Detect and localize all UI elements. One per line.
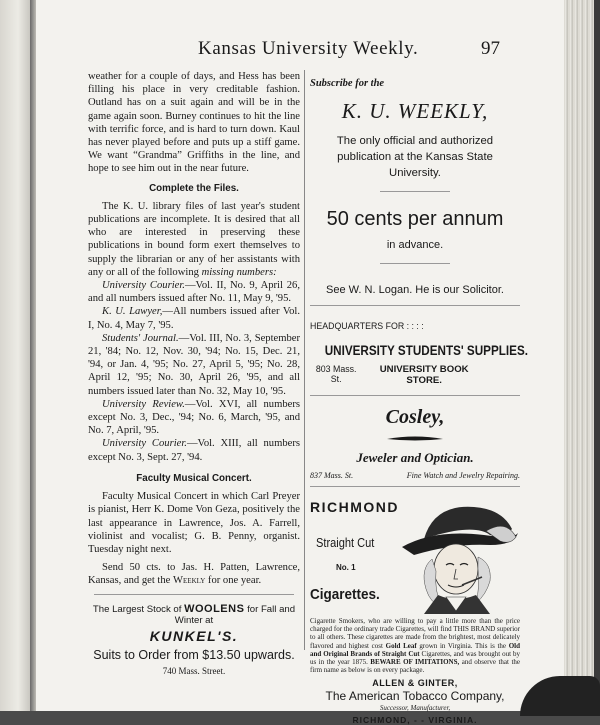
patten-text: Send 50 cts. to Jas. H. Patten, Lawrence, Kansas, and get the <box>88 562 300 587</box>
complete-files-text: The K. U. library files of last year's student publications are incomplete. It is desired that all who are interested in preserving these publications in bound form exert themselves to supply the librarian or any of her assistants with any or all of the following <box>88 200 300 278</box>
missing-item-title: K. U. Lawyer, <box>102 306 163 318</box>
kunkel-name: KUNKEL'S. <box>149 628 239 644</box>
short-rule <box>380 263 450 264</box>
patten-text-end: for one year. <box>205 575 262 587</box>
ad-rule <box>94 594 294 595</box>
company-location: RICHMOND, - - VIRGINIA. <box>352 715 478 725</box>
patten-paragraph <box>88 561 300 587</box>
cavalier-portrait-illustration <box>394 499 520 614</box>
missing-item-details: —Vol. II, No. 9, April 26, and all numbers issued after No. 11, May 9, '95. <box>88 280 300 305</box>
richmond-ad-top <box>310 499 520 609</box>
fine-print-bold: Old and Original Brands of Straight Cut <box>310 641 520 658</box>
missing-item-title: Students' Journal. <box>102 332 179 344</box>
successor-line: Successor, Manufacturer, <box>379 704 451 713</box>
short-rule <box>380 191 450 192</box>
complete-files-paragraph <box>88 200 300 279</box>
football-paragraph: weather for a couple of days, and Hess has been filling his place in very creditable fashion. Outland has on a suit again and will be in the game again soon. Burney continues to hit the line with terrific force, and is hard to turn down. Kaul has never played before and puts up a stiff game. We want “Grandma” Griffiths in the line, and hope to see him out in the near future. <box>88 71 300 175</box>
kunkel-line-end: for Fall and Winter at <box>174 604 296 626</box>
kunkel-street: 740 Mass. Street. <box>162 666 226 676</box>
cosley-name: Cosley, <box>385 406 445 428</box>
missing-item-details: —Vol. XIII, all numbers except No. 3, Sept. 27, '94. <box>88 438 300 463</box>
weekly-word: Weekly <box>173 575 206 587</box>
subscribe-line: Subscribe for the <box>310 78 385 89</box>
official-publication-text: The only official and authorized publication at the Kansas State University. <box>336 135 494 179</box>
company-name: The American Tobacco Company, <box>325 689 505 704</box>
fine-print-text: Cigarettes, and was brought out by us in the year 1875. <box>310 649 520 667</box>
cosley-address: 837 Mass. St. <box>310 471 354 480</box>
journal-title: Kansas University Weekly. <box>198 38 419 59</box>
missing-item <box>88 437 300 463</box>
faculty-concert-paragraph: Faculty Musical Concert in which Carl Preyer is pianist, Herr K. Dome Von Geza, positively the last appearance in Lawrence, Jos. A. Farrell, violinist and vocalist; G. B. Penny, organist. Tuesday night next. <box>88 491 300 555</box>
facing-page-edge <box>0 0 30 711</box>
supplies-address: 803 Mass. St. <box>315 364 357 384</box>
missing-item-title: University Courier. <box>102 280 185 292</box>
missing-item <box>88 305 300 331</box>
running-header <box>160 38 500 62</box>
fine-print-bold: Gold Leaf <box>385 641 417 650</box>
straight-cut: Straight Cut <box>316 535 375 550</box>
fine-print-text: Cigarette Smokers, who are willing to pay a little more than the price charged for the ordinary trade Cigarettes, will find THIS BRAND superior to all others. These cigarettes are made from the brightest, most delicately flavored and highest cost <box>310 617 520 650</box>
woolens-word: WOOLENS <box>184 603 245 615</box>
left-column <box>88 70 300 588</box>
missing-item <box>88 332 300 398</box>
page-number: 97 <box>481 38 500 59</box>
complete-files-heading: Complete the Files. <box>149 182 239 194</box>
kunkel-advertisement <box>88 594 300 676</box>
firm-name: ALLEN & GINTER, <box>372 678 458 689</box>
missing-item <box>88 398 300 438</box>
headquarters-line: HEADQUARTERS FOR : : : : <box>310 321 424 331</box>
missing-item-details: —All numbers issued after Vol. I, No. 4, May 7, '95. <box>88 306 300 331</box>
cosley-tagline: Fine Watch and Jewelry Repairing. <box>406 471 520 480</box>
cosley-address-row <box>310 471 520 480</box>
missing-item-title: University Review. <box>102 398 185 410</box>
book-store-name: UNIVERSITY BOOK STORE. <box>379 364 469 386</box>
in-advance: in advance. <box>386 239 444 251</box>
fine-print-text: grown in Virginia. This is the <box>416 641 509 650</box>
subscription-price: 50 cents per annum <box>326 208 504 230</box>
section-rule <box>310 395 520 396</box>
section-rule <box>310 305 520 306</box>
missing-item-title: University Courier. <box>102 438 187 450</box>
missing-item-details: —Vol. III, No. 3, September 21, '84; No. 12, Nov. 30, '94; No. 15, Dec. 21, '94, or Jan. 4, '95; No. 27, April 5, '95; No. 28, April 12, '95; No. 30, April 26, '95, and all numbers issued later than No. 32, May 10, '95. <box>88 332 301 397</box>
supplies-address-row <box>310 364 520 386</box>
book-cover-edge <box>594 0 600 711</box>
fine-print-text: and observe that the firm name as below is on every package. <box>310 658 520 675</box>
jeweler-optician: Jeweler and Optician. <box>356 450 474 465</box>
solicitor-line: See W. N. Logan. He is our Solicitor. <box>326 284 504 296</box>
student-supplies-title: UNIVERSITY STUDENTS' SUPPLIES. <box>324 343 528 358</box>
kunkel-suits: Suits to Order from $13.50 upwards. <box>93 648 295 662</box>
right-column <box>310 78 528 725</box>
missing-item-details: —Vol. XVI, all numbers except No. 3, Dec., '94; No. 6, March, '95, and No. 7, April, '95. <box>88 398 300 437</box>
kunkel-line-start: The Largest Stock of <box>92 604 185 615</box>
missing-numbers-label: missing numbers: <box>201 266 277 278</box>
richmond-fine-print <box>310 617 520 674</box>
missing-item <box>88 279 300 305</box>
kunkel-line <box>88 603 300 626</box>
fine-print-bold: BEWARE OF IMITATIONS, <box>370 658 460 667</box>
section-rule <box>310 486 520 487</box>
richmond-brand: RICHMOND <box>310 499 399 515</box>
cigarettes-word: Cigarettes. <box>310 586 380 603</box>
number-one: No. 1 <box>336 563 356 572</box>
ku-weekly-title: K. U. WEEKLY, <box>341 99 489 123</box>
column-divider <box>304 70 305 650</box>
faculty-concert-heading: Faculty Musical Concert. <box>136 472 252 484</box>
swash-ornament <box>385 436 445 442</box>
